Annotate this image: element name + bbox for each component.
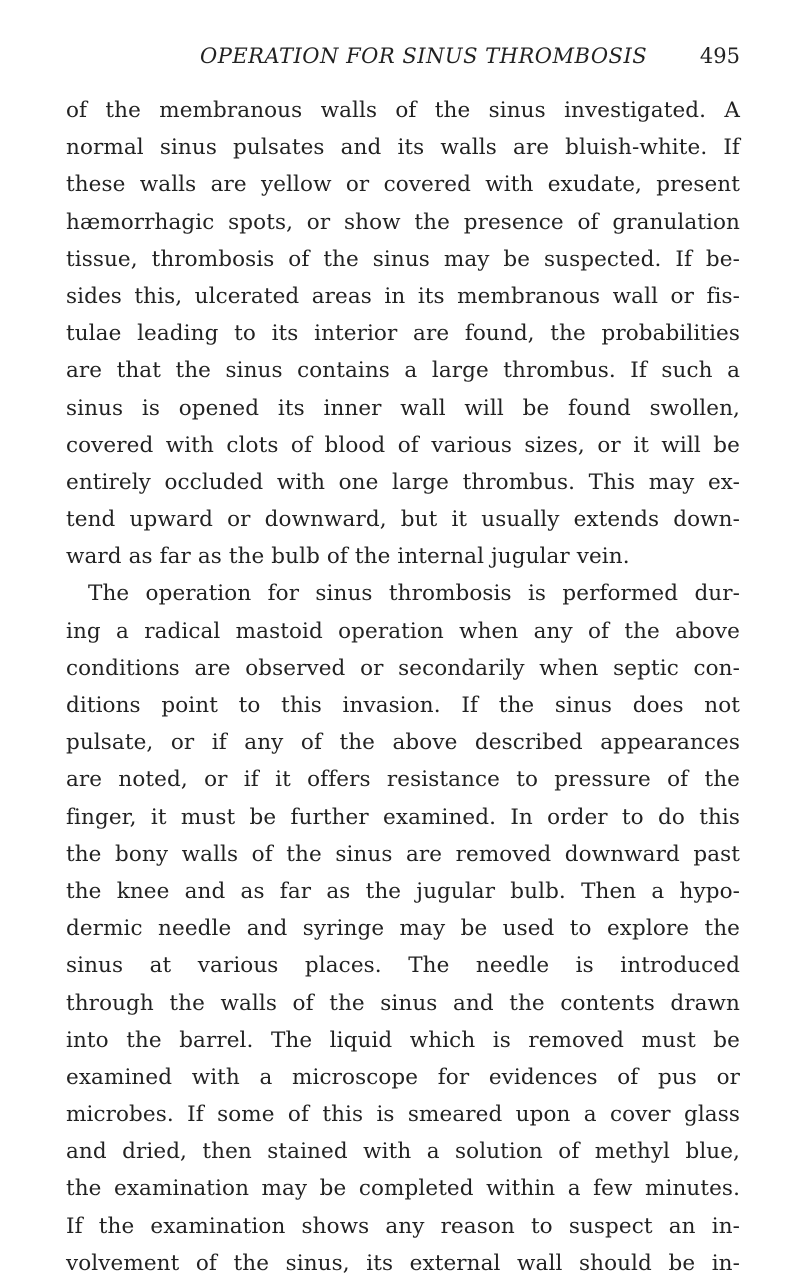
text-line: these walls are yellow or covered with exudate, present xyxy=(66,172,740,198)
text-line: the examination may be completed within a few minutes. xyxy=(66,1176,740,1202)
text-line: examined with a microscope for evidences of pus or xyxy=(66,1064,740,1090)
page-number: 495 xyxy=(699,44,740,68)
text-line: and dried, then stained with a solution of methyl blue, xyxy=(66,1139,740,1165)
text-line: sinus at various places. The needle is introduced xyxy=(66,953,740,979)
text-line: normal sinus pulsates and its walls are bluish-white. If xyxy=(66,135,740,161)
text-line: sinus is opened its inner wall will be found swollen, xyxy=(66,395,740,421)
text-line: If the examination shows any reason to suspect an in- xyxy=(66,1213,740,1239)
text-line: The operation for sinus thrombosis is performed dur- xyxy=(88,581,740,607)
text-line: ward as far as the bulb of the internal jugular vein. xyxy=(66,544,630,570)
text-line: entirely occluded with one large thrombus. This may ex- xyxy=(66,469,740,495)
text-line: into the barrel. The liquid which is removed must be xyxy=(66,1027,740,1053)
text-line: tulae leading to its interior are found, the probabilities xyxy=(66,321,740,347)
text-line: the bony walls of the sinus are removed downward past xyxy=(66,841,740,867)
text-line: pulsate, or if any of the above described appearances xyxy=(66,730,740,756)
text-line: are that the sinus contains a large thrombus. If such a xyxy=(66,358,740,384)
text-line: tend upward or downward, but it usually extends down- xyxy=(66,507,740,533)
text-line: finger, it must be further examined. In order to do this xyxy=(66,804,740,830)
text-line: ditions point to this invasion. If the sinus does not xyxy=(66,693,740,718)
text-line: are noted, or if it offers resistance to pressure of the xyxy=(66,767,740,793)
text-line: ing a radical mastoid operation when any of the above xyxy=(66,618,740,644)
text-line: covered with clots of blood of various sizes, or it will be xyxy=(66,432,740,458)
text-line: the knee and as far as the jugular bulb. Then a hypo- xyxy=(66,878,740,904)
text-line: through the walls of the sinus and the contents drawn xyxy=(66,990,740,1016)
text-line: dermic needle and syringe may be used to explore the xyxy=(66,916,740,942)
running-title: OPERATION FOR SINUS THROMBOSIS xyxy=(200,44,648,68)
running-head xyxy=(66,44,740,78)
text-line: of the membranous walls of the sinus investigated. A xyxy=(66,98,740,123)
text-line: microbes. If some of this is smeared upon a cover glass xyxy=(66,1102,740,1128)
text-line: tissue, thrombosis of the sinus may be suspected. If be- xyxy=(66,246,740,272)
text-line: conditions are observed or secondarily when septic con- xyxy=(66,655,740,681)
text-line: sides this, ulcerated areas in its membranous wall or fis- xyxy=(66,283,740,309)
text-line: volvement of the sinus, its external wall should be in- xyxy=(66,1250,740,1276)
text-line: hæmorrhagic spots, or show the presence of granulation xyxy=(66,209,740,235)
body-text xyxy=(66,92,740,1282)
